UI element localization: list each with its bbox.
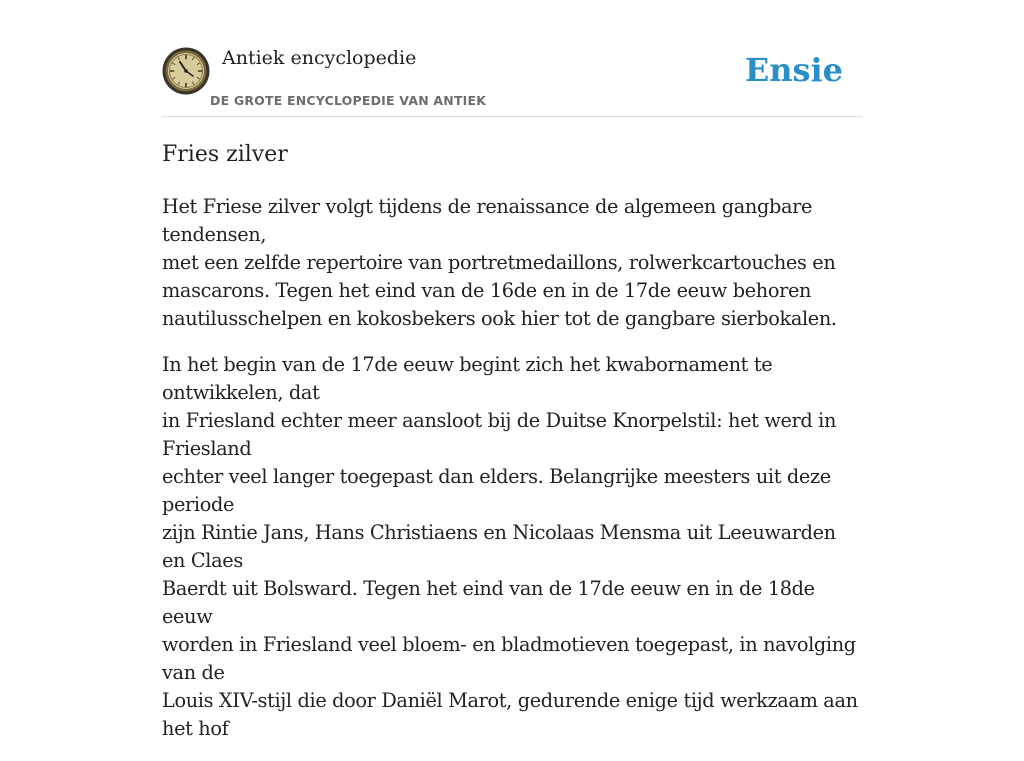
site-name[interactable]: Antiek encyclopedie [222, 47, 417, 69]
ensie-logo-link[interactable]: Ensie [744, 51, 843, 89]
clock-icon[interactable] [162, 47, 210, 95]
site-tagline: DE GROTE ENCYCLOPEDIE VAN ANTIEK [210, 93, 487, 108]
article-paragraph: In het begin van de 17de eeuw begint zich het kwabornament te ontwikkelen, dat in Friesland echter meer aansloot bij de Duitse Knorpelstil: het werd in Friesland echter veel langer toegepast dan elders. Belangrijke meesters uit deze periode zijn Rintie Jans, Hans Christiaens en Nicolaas Mensma uit Leeuwarden en Claes Baerdt uit Bolsward. Tegen het eind van de 17de eeuw en in de 18de eeuw worden in Friesland veel bloem- en bladmotieven toegepast, in navolging van de Louis XIV-stijl die door Daniël Marot, gedurende enige tijd werkzaam aan het hof [162, 353, 858, 740]
site-header [162, 46, 862, 117]
article-title: Fries zilver [162, 142, 288, 167]
article-paragraph: Het Friese zilver volgt tijdens de renaissance de algemeen gangbare tendensen, met een zelfde repertoire van portretmedaillons, rolwerkcartouches en mascarons. Tegen het eind van de 16de en in de 17de eeuw behoren nautilusschelpen en kokosbekers ook hier tot de gangbare sierbokalen. [162, 195, 837, 330]
article-body [162, 193, 862, 761]
